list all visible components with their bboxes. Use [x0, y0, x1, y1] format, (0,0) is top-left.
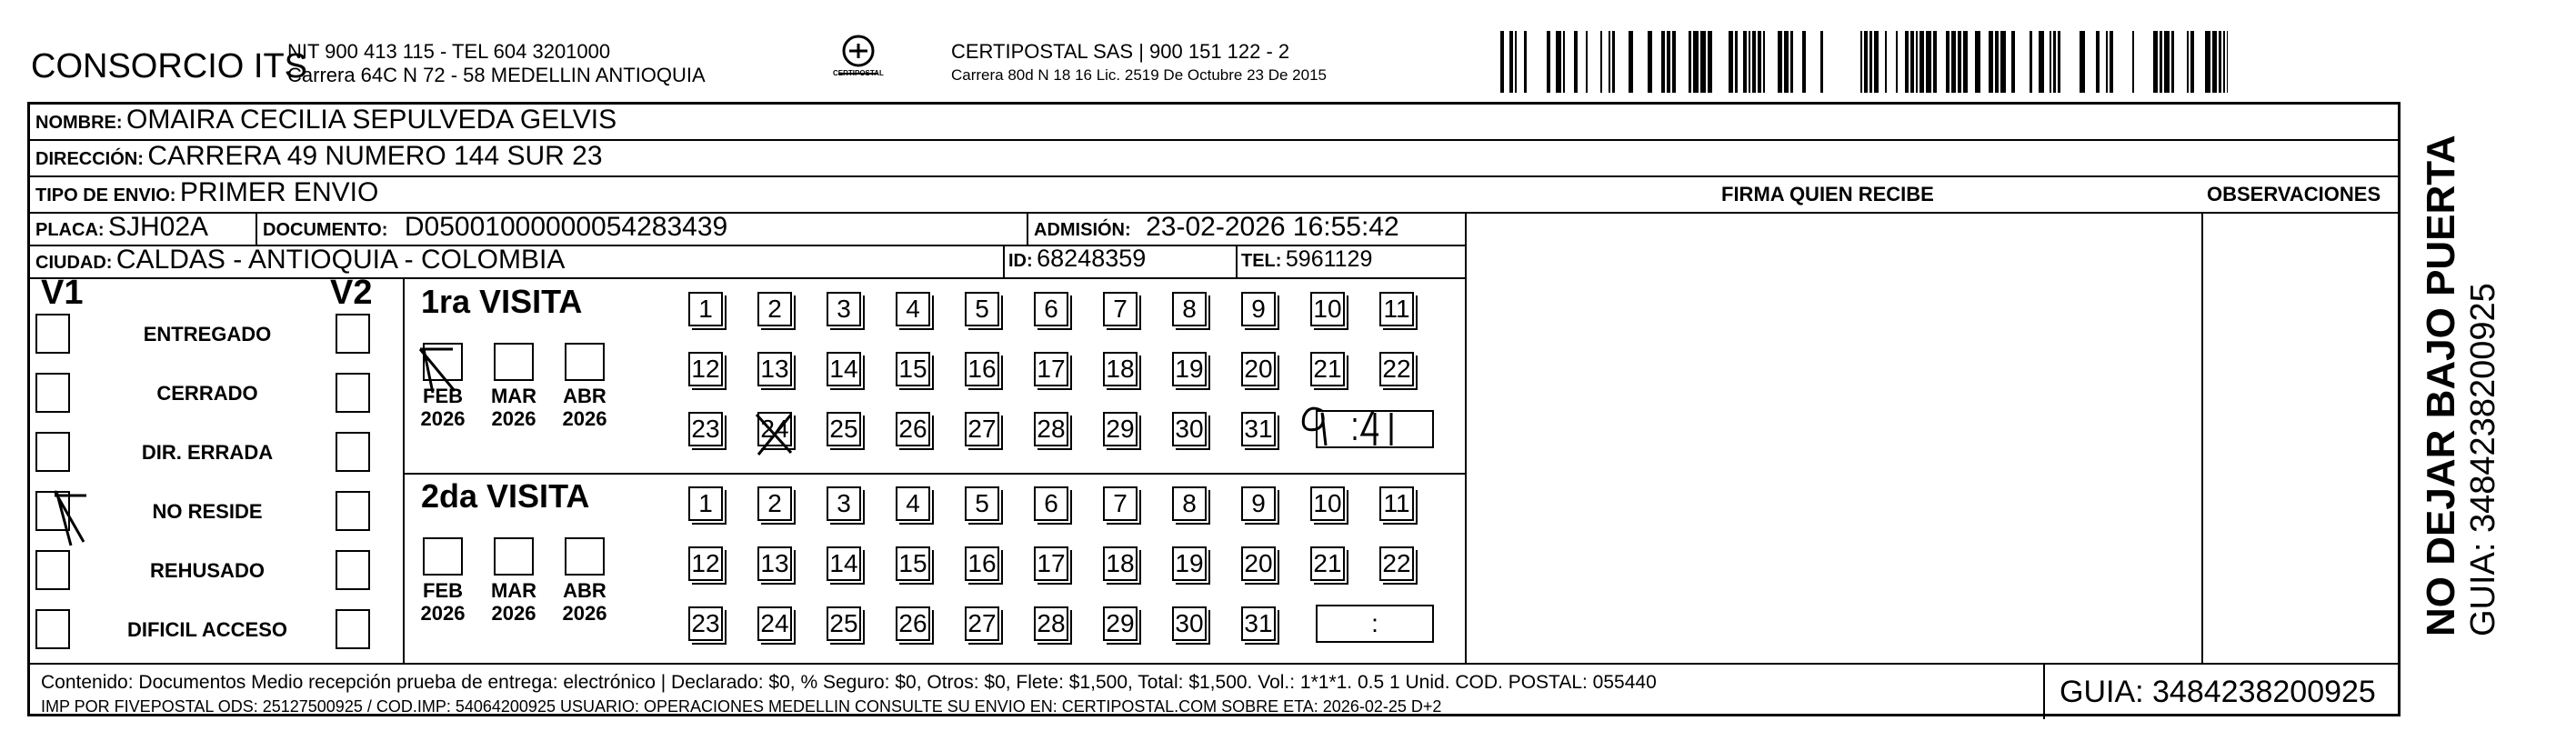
carrier-license: Carrera 80d N 18 16 Lic. 2519 De Octubre 23 De 2015 [951, 66, 1327, 84]
divider [30, 277, 1465, 279]
month-checkbox-mar[interactable] [494, 537, 534, 576]
delivery-form [27, 102, 2401, 716]
v1-checkbox[interactable] [35, 432, 70, 472]
city-value: CALDAS - ANTIOQUIA - COLOMBIA [115, 245, 566, 275]
month-checkbox-abr[interactable] [565, 537, 605, 576]
plate-label: PLACA: [35, 220, 105, 240]
month-checkbox-feb[interactable] [423, 343, 463, 381]
day-box-21[interactable]: 21 [1310, 546, 1345, 581]
day-box-5[interactable]: 5 [965, 292, 999, 326]
tel-label: TEL: [1241, 251, 1282, 271]
day-box-10[interactable]: 10 [1310, 486, 1345, 521]
divider [403, 277, 405, 663]
day-box-4[interactable]: 4 [896, 292, 930, 326]
day-box-16[interactable]: 16 [965, 546, 999, 581]
carrier-name: CERTIPOSTAL SAS | 900 151 122 - 2 [951, 40, 1290, 63]
side-notice [2419, 135, 2503, 636]
day-box-12[interactable]: 12 [688, 546, 723, 581]
day-box-5[interactable]: 5 [965, 486, 999, 521]
day-box-10[interactable]: 10 [1310, 292, 1345, 326]
day-box-1[interactable]: 1 [688, 486, 723, 521]
divider [2043, 663, 2045, 719]
divider [1027, 212, 1028, 245]
day-box-8[interactable]: 8 [1172, 292, 1207, 326]
status-label: DIFICIL ACCESO [126, 618, 287, 641]
plate-value: SJH02A [108, 212, 209, 242]
day-box-15[interactable]: 15 [896, 352, 930, 386]
day-box-9[interactable]: 9 [1241, 486, 1276, 521]
day-box-22[interactable]: 22 [1379, 352, 1414, 386]
day-box-20[interactable]: 20 [1241, 352, 1276, 386]
tel-value: 5961129 [1285, 246, 1373, 272]
admission-cell [1034, 212, 1399, 243]
type-row [35, 177, 378, 208]
status-label: NO RESIDE [152, 500, 263, 523]
day-box-14[interactable]: 14 [827, 352, 861, 386]
day-box-23[interactable]: 23 [688, 606, 723, 641]
month-caption [557, 385, 612, 430]
day-box-4[interactable]: 4 [896, 486, 930, 521]
day-box-2[interactable]: 2 [757, 292, 792, 326]
time-field[interactable]: : [1316, 605, 1434, 643]
carrier-info [951, 40, 1327, 87]
company-nit: NIT 900 413 115 - TEL 604 3201000 [287, 40, 611, 63]
day-box-3[interactable]: 3 [827, 292, 861, 326]
day-box-7[interactable]: 7 [1103, 486, 1138, 521]
document-label: DOCUMENTO: [263, 220, 388, 240]
year-label: 2026 [562, 602, 607, 625]
v2-checkbox[interactable] [336, 373, 370, 413]
day-box-11[interactable]: 11 [1379, 292, 1414, 326]
v1-checkbox[interactable] [35, 491, 70, 531]
day-box-17[interactable]: 17 [1034, 546, 1068, 581]
tel-cell [1241, 246, 1372, 273]
day-box-26[interactable]: 26 [896, 412, 930, 446]
day-box-11[interactable]: 11 [1379, 486, 1414, 521]
observations-header: OBSERVACIONES [2207, 183, 2381, 205]
v1-checkbox[interactable] [35, 609, 70, 649]
day-box-25[interactable]: 25 [827, 606, 861, 641]
day-box-12[interactable]: 12 [688, 352, 723, 386]
divider [1236, 245, 1238, 277]
day-box-28[interactable]: 28 [1034, 606, 1068, 641]
month-caption [557, 579, 612, 625]
first-visit-title: 1ra VISITA [421, 283, 583, 320]
day-box-31[interactable]: 31 [1241, 606, 1276, 641]
v2-checkbox[interactable] [336, 609, 370, 649]
day-box-23[interactable]: 23 [688, 412, 723, 446]
divider [1003, 245, 1005, 277]
address-row [35, 141, 603, 172]
day-box-27[interactable]: 27 [965, 412, 999, 446]
shipment-type: PRIMER ENVIO [179, 177, 379, 207]
month-label: ABR [563, 385, 606, 407]
divider [256, 212, 257, 245]
year-label: 2026 [491, 407, 536, 430]
month-label: ABR [563, 579, 606, 602]
v1-checkbox[interactable] [35, 373, 70, 413]
no-leave-under-door: NO DEJAR BAJO PUERTA [2419, 135, 2463, 636]
divider [30, 175, 2400, 177]
divider [403, 473, 1465, 475]
v1-header: V1 [41, 274, 84, 312]
day-box-28[interactable]: 28 [1034, 412, 1068, 446]
month-checkbox-abr[interactable] [565, 343, 605, 381]
day-box-3[interactable]: 3 [827, 486, 861, 521]
plate-cell [35, 212, 208, 243]
second-visit-title: 2da VISITA [421, 477, 590, 515]
day-box-30[interactable]: 30 [1172, 412, 1207, 446]
year-label: 2026 [491, 602, 536, 625]
month-label: MAR [490, 579, 537, 602]
status-label: CERRADO [156, 382, 258, 405]
company-name: CONSORCIO ITS [31, 47, 308, 85]
status-label: REHUSADO [150, 559, 265, 582]
day-box-18[interactable]: 18 [1103, 546, 1138, 581]
day-box-14[interactable]: 14 [827, 546, 861, 581]
document-cell [263, 212, 727, 243]
day-box-19[interactable]: 19 [1172, 352, 1207, 386]
id-value: 68248359 [1037, 245, 1147, 272]
day-box-29[interactable]: 29 [1103, 606, 1138, 641]
barcode [1500, 31, 2228, 93]
day-box-19[interactable]: 19 [1172, 546, 1207, 581]
certipostal-logo [833, 33, 884, 87]
v2-checkbox[interactable] [336, 491, 370, 531]
id-label: ID: [1008, 251, 1033, 271]
day-box-22[interactable]: 22 [1379, 546, 1414, 581]
day-box-6[interactable]: 6 [1034, 292, 1068, 326]
day-box-24[interactable]: 24 [757, 412, 792, 446]
day-box-15[interactable]: 15 [896, 546, 930, 581]
company-address: Carrera 64C N 72 - 58 MEDELLIN ANTIOQUIA [287, 64, 706, 86]
day-box-13[interactable]: 13 [757, 352, 792, 386]
day-box-27[interactable]: 27 [965, 606, 999, 641]
print-info: IMP POR FIVEPOSTAL ODS: 25127500925 / COD.IMP: 54064200925 USUARIO: OPERACIONES MEDELLIN CONSULTE SU ENVIO EN: CERTIPOSTAL.COM SOBRE ETA: 2026-02-25 D+2 [41, 697, 1442, 716]
divider [1465, 212, 1467, 663]
recipient-address: CARRERA 49 NUMERO 144 SUR 23 [147, 141, 603, 171]
month-label: FEB [423, 579, 463, 602]
day-box-31[interactable]: 31 [1241, 412, 1276, 446]
month-caption [416, 385, 470, 430]
status-label: ENTREGADO [143, 323, 272, 345]
day-box-26[interactable]: 26 [896, 606, 930, 641]
name-row [35, 105, 616, 135]
day-box-8[interactable]: 8 [1172, 486, 1207, 521]
document-value: D05001000000054283439 [404, 212, 728, 242]
day-box-2[interactable]: 2 [757, 486, 792, 521]
admission-value: 23-02-2026 16:55:42 [1146, 212, 1399, 242]
v2-checkbox[interactable] [336, 432, 370, 472]
v2-checkbox[interactable] [336, 314, 370, 354]
status-label: DIR. ERRADA [141, 441, 274, 464]
v1-checkbox[interactable] [35, 314, 70, 354]
admission-label: ADMISIÓN: [1034, 220, 1131, 240]
month-caption [486, 385, 541, 430]
day-box-13[interactable]: 13 [757, 546, 792, 581]
month-label: MAR [490, 385, 537, 407]
v2-checkbox[interactable] [336, 550, 370, 590]
city-label: CIUDAD: [35, 253, 113, 273]
day-box-9[interactable]: 9 [1241, 292, 1276, 326]
month-caption [486, 579, 541, 625]
year-label: 2026 [562, 407, 607, 430]
day-box-29[interactable]: 29 [1103, 412, 1138, 446]
address-label: DIRECCIÓN: [35, 149, 144, 169]
month-checkbox-feb[interactable] [423, 537, 463, 576]
city-cell [35, 245, 565, 275]
day-box-18[interactable]: 18 [1103, 352, 1138, 386]
day-box-21[interactable]: 21 [1310, 352, 1345, 386]
month-label: FEB [423, 385, 463, 407]
year-label: 2026 [420, 407, 466, 430]
day-box-25[interactable]: 25 [827, 412, 861, 446]
v2-header: V2 [330, 274, 373, 312]
side-tracking-number: GUIA: 3484238200925 [2464, 283, 2502, 636]
v1-checkbox[interactable] [35, 550, 70, 590]
day-box-1[interactable]: 1 [688, 292, 723, 326]
day-box-7[interactable]: 7 [1103, 292, 1138, 326]
signature-header: FIRMA QUIEN RECIBE [1721, 183, 1934, 205]
divider [2201, 212, 2203, 663]
name-label: NOMBRE: [35, 113, 123, 133]
tracking-number: GUIA: 3484238200925 [2060, 675, 2376, 709]
day-box-17[interactable]: 17 [1034, 352, 1068, 386]
year-label: 2026 [420, 602, 466, 625]
day-box-24[interactable]: 24 [757, 606, 792, 641]
recipient-name: OMAIRA CECILIA SEPULVEDA GELVIS [126, 105, 617, 135]
logo-text: CERTIPOSTAL [833, 69, 884, 77]
content-summary: Contenido: Documentos Medio recepción prueba de entrega: electrónico | Declarado: $0, % Seguro: $0, Otros: $0, Flete: $1,500, Total: $1,500. Vol.: 1*1*1. 0.5 1 Unid. COD. POSTAL: 055440 [41, 672, 1657, 693]
company-info [287, 40, 706, 87]
day-box-30[interactable]: 30 [1172, 606, 1207, 641]
month-caption [416, 579, 470, 625]
id-cell [1008, 245, 1146, 273]
month-checkbox-mar[interactable] [494, 343, 534, 381]
day-box-6[interactable]: 6 [1034, 486, 1068, 521]
type-label: TIPO DE ENVIO: [35, 185, 176, 205]
day-box-16[interactable]: 16 [965, 352, 999, 386]
time-field[interactable]: : [1316, 410, 1434, 448]
day-box-20[interactable]: 20 [1241, 546, 1276, 581]
